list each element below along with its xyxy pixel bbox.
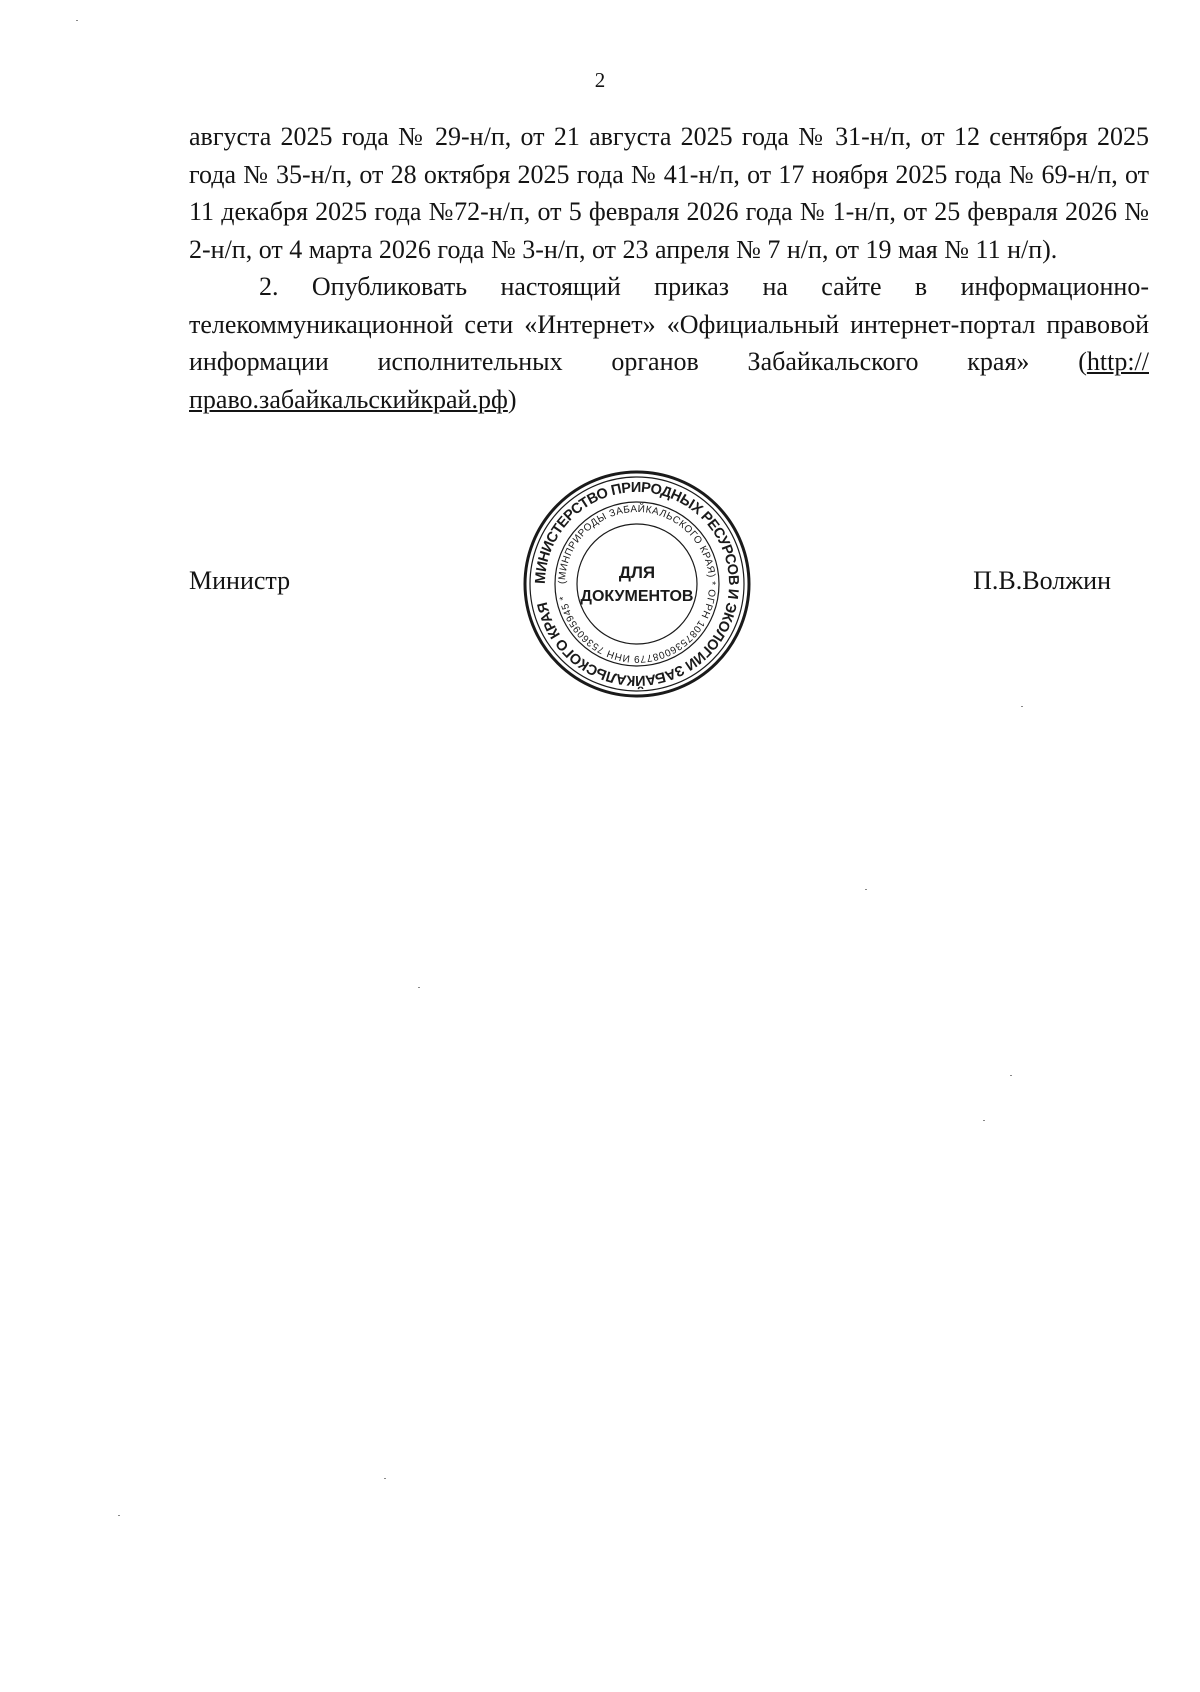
stamp-outer-text: МИНИСТЕРСТВО ПРИРОДНЫХ РЕСУРСОВ И ЭКОЛОГИИ ЗАБАЙКАЛЬСКОГО КРАЯ bbox=[532, 479, 742, 689]
paragraph-continuation: августа 2025 года № 29-н/п, от 21 августа 2025 года № 31-н/п, от 12 сентября 2025 года № 35-н/п, от 28 октября 2025 года № 41-н/п, от 17 ноября 2025 года № 69-н/п, от 11 декабря 2025 года №72-н/п, от 5 февраля 2026 года № 1-н/п, от 25 февраля 2026 № 2-н/п, от 4 марта 2026 года № 3-н/п, от 23 апреля № 7 н/п, от 19 мая № 11 н/п). bbox=[189, 122, 1149, 264]
scan-speck bbox=[384, 1478, 386, 1479]
signer-title: Министр bbox=[189, 566, 291, 595]
portal-link[interactable]: http://право.забайкальскийкрай.рф bbox=[189, 347, 1149, 414]
scan-speck bbox=[1021, 706, 1023, 707]
stamp-inner-text: (МИНПРИРОДЫ ЗАБАЙКАЛЬСКОГО КРАЯ) * ОГРН 1087536008779 ИНН 7536095945 * bbox=[556, 503, 718, 665]
paragraph-item-2 bbox=[189, 268, 1149, 418]
page-number: 2 bbox=[594, 68, 606, 92]
stamp-middle-ring bbox=[555, 502, 719, 666]
scan-speck bbox=[983, 1120, 985, 1121]
signer-name: П.В.Волжин bbox=[973, 566, 1111, 595]
official-stamp bbox=[521, 468, 753, 700]
stamp-center-line-1: ДЛЯ bbox=[618, 563, 656, 582]
item-2-text: 2. Опубликовать настоящий приказ на сайте в информационно-телекоммуникационной сети «Интернет» «Официальный интернет-портал правовой информации исполнительных органов Забайкальского края» ( bbox=[189, 272, 1149, 376]
item-2-end: ) bbox=[507, 384, 517, 414]
document-body bbox=[189, 118, 1149, 418]
scan-speck bbox=[76, 20, 78, 21]
stamp-inner-ring bbox=[577, 524, 697, 644]
scan-speck bbox=[865, 889, 867, 890]
stamp-center-line-2: ДОКУМЕНТОВ bbox=[580, 588, 694, 605]
scan-speck bbox=[418, 987, 420, 988]
scan-speck bbox=[118, 1515, 120, 1516]
scan-speck bbox=[1010, 1075, 1012, 1076]
